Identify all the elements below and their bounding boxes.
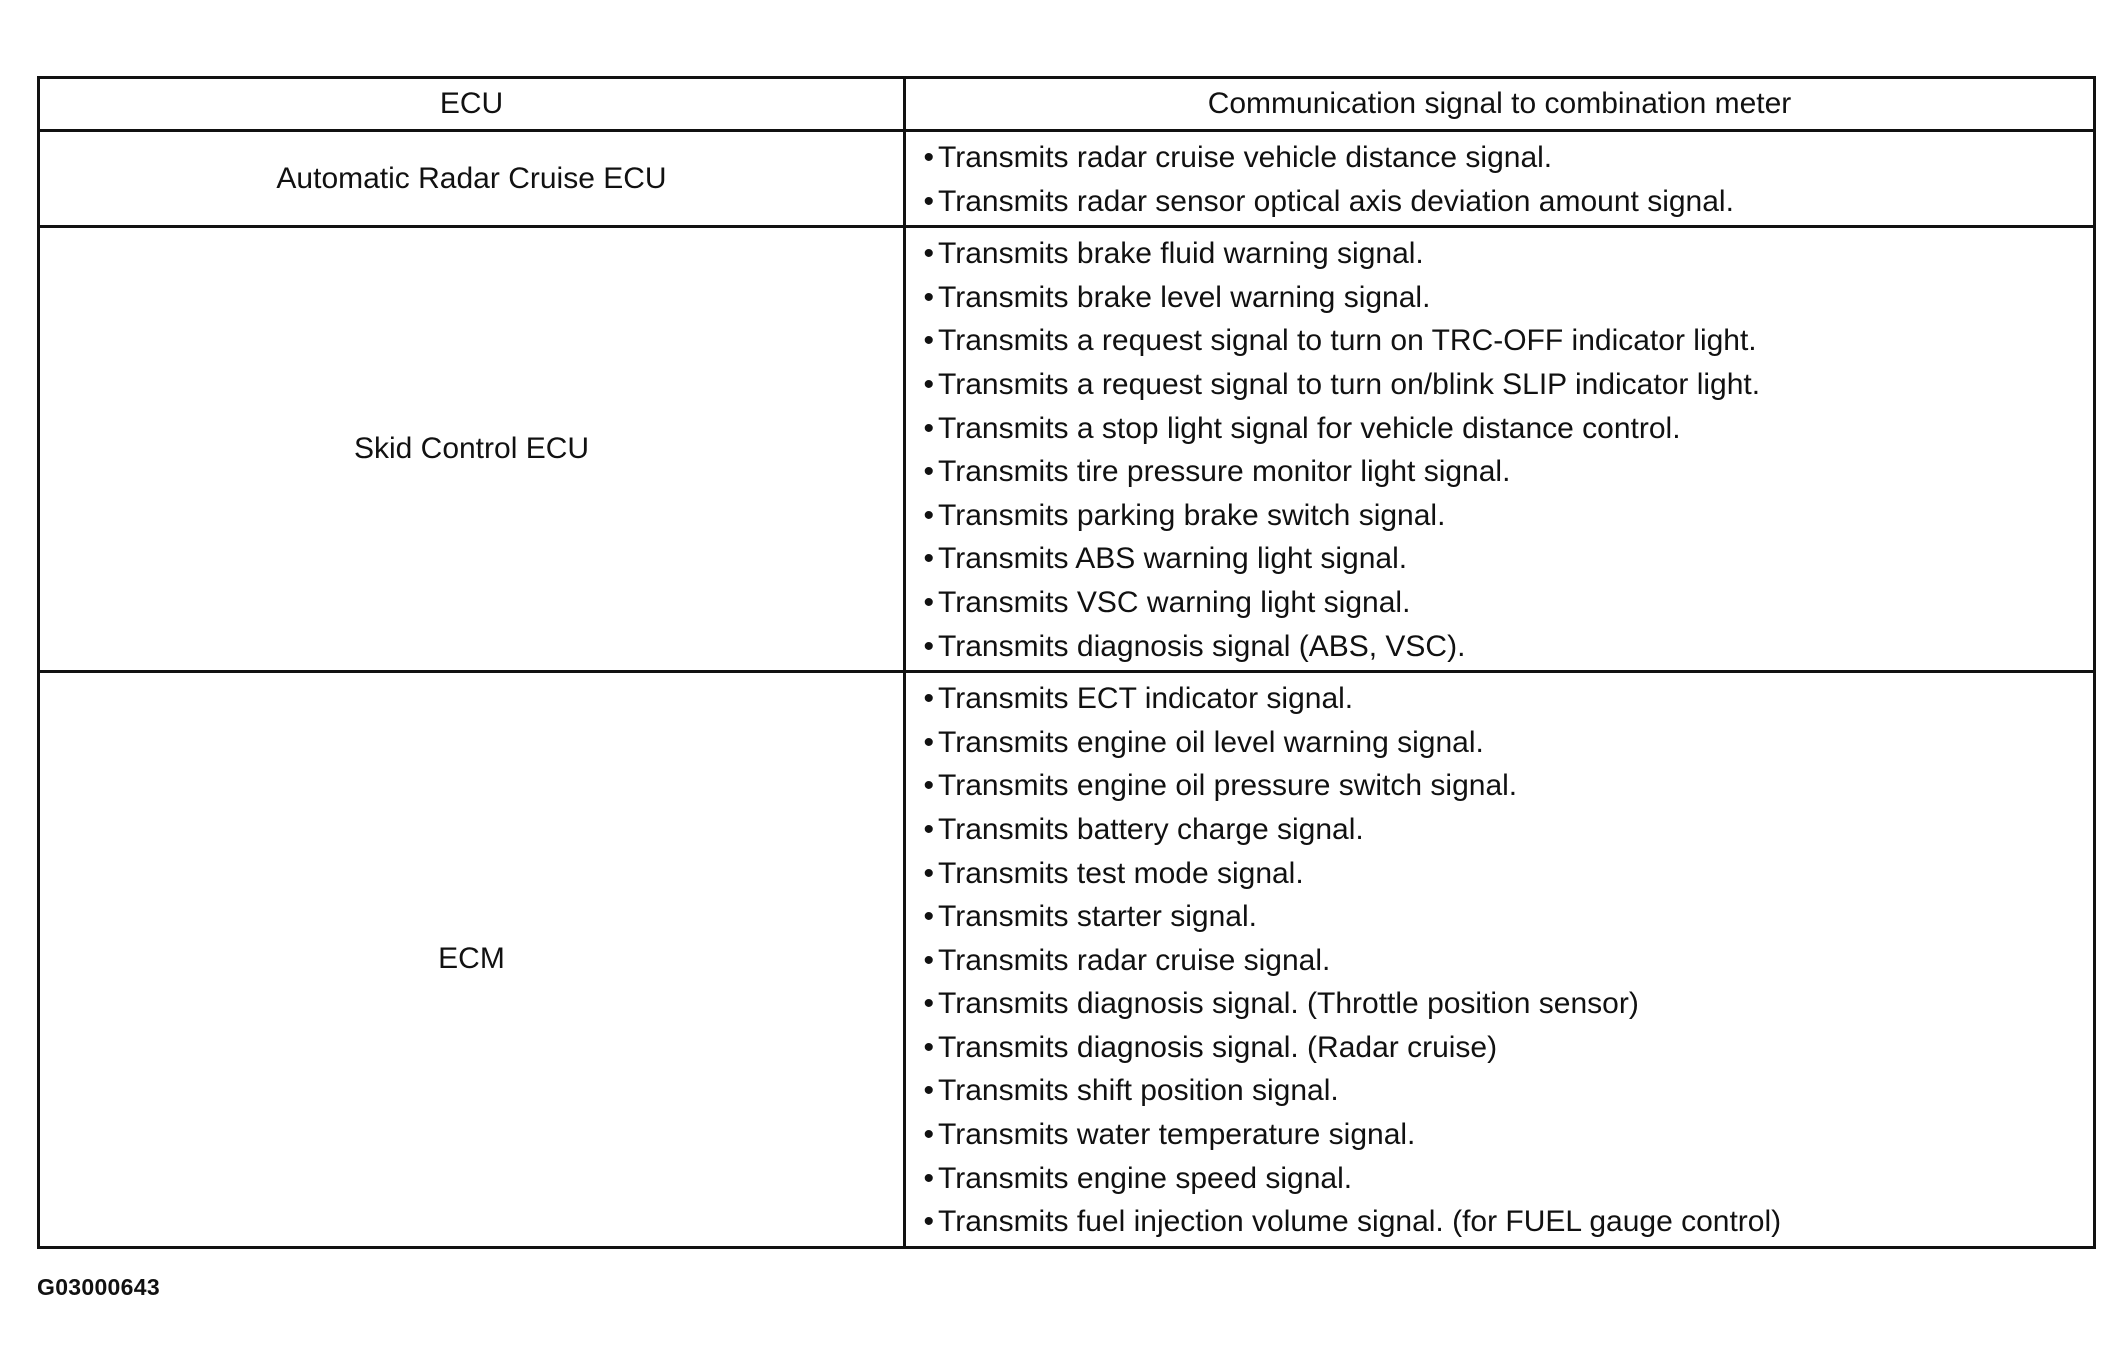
header-signal: Communication signal to combination meter (905, 78, 2095, 131)
signal-text: Transmits water temperature signal. (938, 1118, 1416, 1152)
signal-item (906, 276, 2093, 320)
signal-item (906, 677, 2093, 721)
signal-text: Transmits fuel injection volume signal. (for FUEL gauge control) (938, 1205, 1782, 1239)
bullet-icon: • (923, 629, 934, 663)
bullet-icon: • (923, 411, 934, 445)
bullet-icon: • (923, 498, 934, 532)
signal-item (906, 852, 2093, 896)
signal-item (906, 1069, 2093, 1113)
signal-item (906, 721, 2093, 765)
signal-item (906, 450, 2093, 494)
bullet-icon: • (923, 725, 934, 759)
bullet-icon: • (923, 1161, 934, 1195)
signal-item (906, 581, 2093, 625)
signal-text: Transmits radar cruise signal. (938, 943, 1331, 977)
signal-text: Transmits a request signal to turn on/blink SLIP indicator light. (938, 367, 1761, 401)
bullet-icon: • (923, 900, 934, 934)
bullet-icon: • (923, 1074, 934, 1108)
bullet-icon: • (923, 1205, 934, 1239)
signal-text: Transmits diagnosis signal (ABS, VSC). (938, 629, 1466, 663)
bullet-icon: • (923, 324, 934, 358)
signal-text: Transmits brake fluid warning signal. (938, 237, 1424, 271)
signal-item (906, 232, 2093, 276)
signal-text: Transmits a stop light signal for vehicle distance control. (938, 411, 1681, 445)
bullet-icon: • (923, 682, 934, 716)
ecu-signal-table (37, 76, 2096, 1249)
signal-text: Transmits radar cruise vehicle distance signal. (938, 141, 1553, 174)
signal-text: Transmits tire pressure monitor light signal. (938, 455, 1511, 489)
figure-id: G03000643 (37, 1274, 160, 1300)
signal-item (906, 319, 2093, 363)
table-body (39, 131, 2095, 1248)
table-row (39, 131, 2095, 227)
table-row (39, 672, 2095, 1248)
signal-text: Transmits radar sensor optical axis deviation amount signal. (938, 184, 1734, 218)
bullet-icon: • (923, 1030, 934, 1064)
bullet-icon: • (923, 280, 934, 314)
bullet-icon: • (923, 812, 934, 846)
signal-text: Transmits engine oil level warning signal. (938, 725, 1484, 759)
bullet-icon: • (923, 184, 934, 218)
signal-item (906, 895, 2093, 939)
signal-list (906, 677, 2093, 1244)
signal-text: Transmits battery charge signal. (938, 812, 1364, 846)
bullet-icon: • (923, 769, 934, 803)
bullet-icon: • (923, 542, 934, 576)
signal-text: Transmits shift position signal. (938, 1074, 1339, 1108)
signal-item (906, 625, 2093, 669)
signal-item (906, 1157, 2093, 1201)
ecu-name-cell: ECM (39, 672, 905, 1248)
signal-item (906, 136, 2093, 180)
bullet-icon: • (923, 141, 934, 174)
signal-item (906, 407, 2093, 451)
signal-item (906, 363, 2093, 407)
bullet-icon: • (923, 237, 934, 271)
table-header-row (39, 78, 2095, 131)
signal-text: Transmits brake level warning signal. (938, 280, 1431, 314)
signal-item (906, 537, 2093, 581)
signal-text: Transmits diagnosis signal. (Throttle position sensor) (938, 987, 1639, 1021)
signal-item (906, 494, 2093, 538)
bullet-icon: • (923, 1118, 934, 1152)
signal-text: Transmits parking brake switch signal. (938, 498, 1446, 532)
signal-text: Transmits diagnosis signal. (Radar cruise) (938, 1030, 1498, 1064)
ecu-name-cell: Skid Control ECU (39, 227, 905, 672)
signal-item (906, 939, 2093, 983)
signal-text: Transmits engine speed signal. (938, 1161, 1353, 1195)
header-ecu: ECU (39, 78, 905, 131)
signal-text: Transmits a request signal to turn on TRC-OFF indicator light. (938, 324, 1757, 358)
bullet-icon: • (923, 367, 934, 401)
signal-item (906, 1026, 2093, 1070)
signal-text: Transmits test mode signal. (938, 856, 1304, 890)
bullet-icon: • (923, 987, 934, 1021)
signal-item (906, 1200, 2093, 1244)
signal-item (906, 180, 2093, 224)
bullet-icon: • (923, 943, 934, 977)
ecu-name-cell: Automatic Radar Cruise ECU (39, 131, 905, 227)
bullet-icon: • (923, 856, 934, 890)
signal-list (906, 232, 2093, 668)
signal-item (906, 808, 2093, 852)
signal-list (906, 136, 2093, 223)
signal-list-cell (905, 672, 2095, 1248)
signal-list-cell (905, 227, 2095, 672)
signal-text: Transmits ECT indicator signal. (938, 682, 1354, 716)
signal-text: Transmits ABS warning light signal. (938, 542, 1408, 576)
signal-text: Transmits starter signal. (938, 900, 1257, 934)
bullet-icon: • (923, 585, 934, 619)
signal-text: Transmits VSC warning light signal. (938, 585, 1411, 619)
signal-list-cell (905, 131, 2095, 227)
table-row (39, 227, 2095, 672)
signal-item (906, 1113, 2093, 1157)
signal-item (906, 982, 2093, 1026)
signal-text: Transmits engine oil pressure switch signal. (938, 769, 1518, 803)
bullet-icon: • (923, 455, 934, 489)
signal-item (906, 764, 2093, 808)
